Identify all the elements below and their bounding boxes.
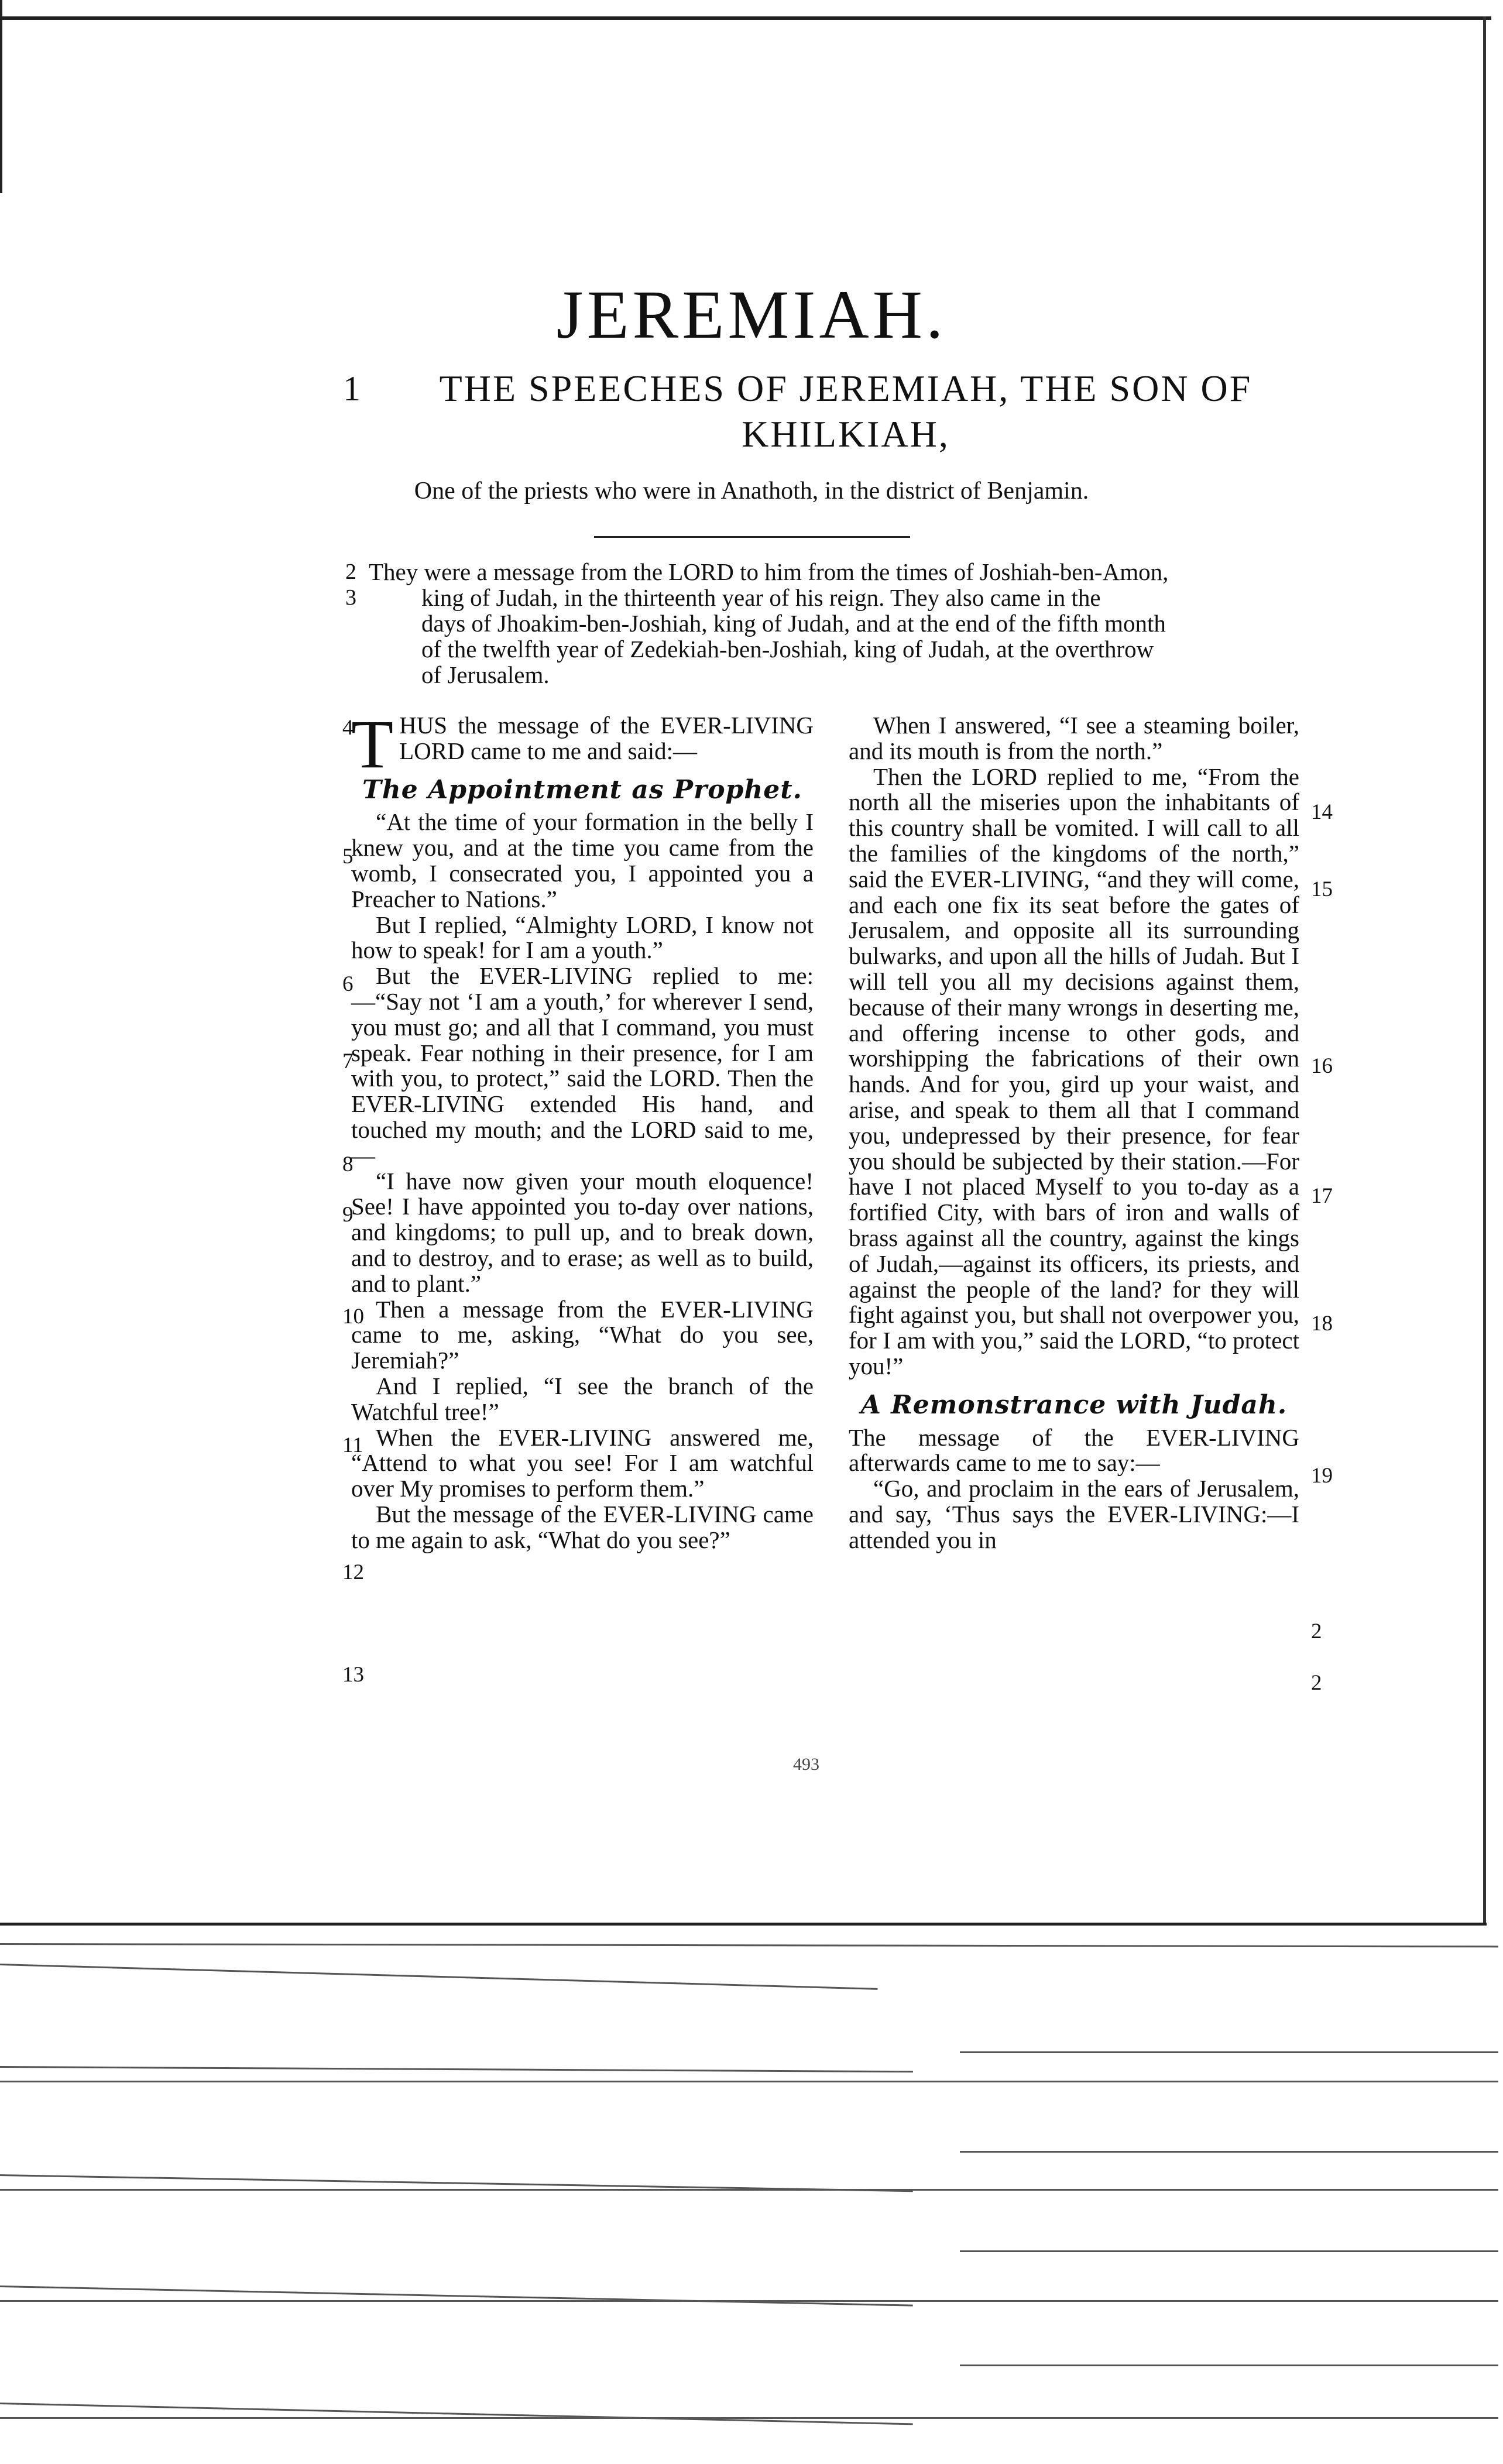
verse-number: 5: [342, 845, 354, 869]
verse-number: 17: [1311, 1184, 1333, 1208]
verse-number: 4: [342, 716, 354, 740]
verse-paragraph: But the message of the EVER-LIVING came to me again to ask, “What do you see?”: [351, 1500, 814, 1553]
scan-streak: [960, 2151, 1498, 2153]
page-border-left: [0, 0, 2, 193]
section-heading: A Remonstrance with Judah.: [860, 1389, 1288, 1420]
intro-line: king of Judah, in the thirteenth year of his reign. They also came in the: [421, 584, 1101, 611]
scan-streak: [0, 2081, 1498, 2082]
verse-number: 13: [342, 1663, 364, 1687]
verse-number: 11: [342, 1433, 363, 1457]
scan-streak: [0, 1964, 877, 1990]
divider-rule: [594, 536, 910, 538]
opening-paragraph: [351, 706, 814, 783]
intro-line: They were a message from the LORD to him from the times of Joshiah-ben-Amon,: [369, 558, 1169, 585]
verse-number: 18: [1311, 1312, 1333, 1336]
verse-number: 16: [1311, 1054, 1333, 1078]
scan-streak: [960, 2250, 1498, 2252]
page-border-bottom: [0, 1923, 1487, 1926]
verse-paragraph: When the EVER-LIVING answered me, “Attend to what you see! For I am watchful over My promises to perform them.”: [351, 1423, 814, 1502]
scan-streak: [960, 2051, 1498, 2053]
verse-number: 19: [1311, 1464, 1333, 1488]
verse-number: 3: [345, 585, 356, 610]
chapter-heading: [345, 366, 1346, 457]
verse-paragraph: Then the LORD replied to me, “From the north all the miseries upon the inhabitants of this country shall be vomited. I will call to all the families of the kingdoms of the north,” said the EVER-LIVING, “and they will come, and each one fix its seat before the gates of Jerusalem, and opposite all its surrounding bulwarks, and upon all the hills of Judah. But I will tell you all my decisions against them, because of their many wrongs in deserting me, and offering incense to other gods, and worshipping the fabrications of their own hands. And for you, gird up your waist, and arise, and speak to them all that I command you, undepressed by their presence, for fear you should be subjected by their station.—For have I not placed Myself to you to-day as a fortified City, with bars of iron and walls of brass against all the country, against the kings of Judah,—against its officers, its priests, and against the people of the land? for they will fight against you, but shall not overpower you, for I am with you,” said the LORD, “to protect you!”: [849, 763, 1299, 1379]
verse-number: 2: [1311, 1619, 1322, 1643]
scan-streak: [0, 2417, 1498, 2419]
intro-line: days of Jhoakim-ben-Joshiah, king of Judah, and at the end of the fifth month: [421, 610, 1166, 637]
verse-paragraph: “I have now given your mouth eloquence! See! I have appointed you to-day over nations, and kingdoms; to pull up, and to break down, and to destroy, and to erase; as well as to build, and to plant.”: [351, 1167, 814, 1297]
right-column: [849, 713, 1299, 1553]
verse-number: 9: [342, 1203, 354, 1227]
scan-streak: [960, 2365, 1498, 2366]
verse-number: 14: [1311, 800, 1333, 824]
page-number: 493: [793, 1755, 819, 1774]
intro-line: of the twelfth year of Zedekiah-ben-Joshiah, king of Judah, at the overthrow: [421, 636, 1154, 663]
intro-line: of Jerusalem.: [421, 661, 550, 688]
chapter-heading-text: THE SPEECHES OF JEREMIAH, THE SON OF KHILKIAH,: [439, 368, 1252, 455]
verse-number: 7: [342, 1049, 354, 1073]
scan-streak: [0, 2403, 913, 2425]
verse-number: 2: [1311, 1671, 1322, 1695]
verse-number: 12: [342, 1560, 364, 1584]
scan-streak: [0, 2285, 913, 2307]
scan-streak: [0, 2066, 913, 2072]
chapter-number: 1: [343, 369, 362, 408]
left-column: [351, 706, 814, 1553]
verse-paragraph: But the EVER-LIVING replied to me:—“Say not ‘I am a youth,’ for wherever I send, you must go; and all that I command, you must speak. Fear nothing in their presence, for I am with you, to protect,” said the LORD. Then the EVER-LIVING extended His hand, and touched my mouth; and the LORD said to me,—: [351, 962, 814, 1169]
verse-paragraph: “At the time of your formation in the belly I knew you, and at the time you came from the womb, I consecrated you, I appointed you a Preacher to Nations.”: [351, 808, 814, 912]
opening-text: HUS the message of the EVER-LIVING LORD came to me and said:—: [399, 712, 814, 764]
verse-paragraph: And I replied, “I see the branch of the Watchful tree!”: [351, 1372, 814, 1425]
scan-streak: [0, 2189, 1498, 2191]
verse-paragraph: “Go, and proclaim in the ears of Jerusalem, and say, ‘Thus says the EVER-LIVING:—I attended you in: [849, 1475, 1299, 1553]
verse-number: 2: [345, 560, 356, 584]
section-heading: The Appointment as Prophet.: [362, 774, 802, 805]
verse-paragraph: Then a message from the EVER-LIVING came to me, asking, “What do you see, Jeremiah?”: [351, 1295, 814, 1374]
book-title: JEREMIAH.: [556, 276, 947, 353]
scan-streak: [0, 1943, 1498, 1947]
verse-paragraph: When I answered, “I see a steaming boiler, and its mouth is from the north.”: [849, 712, 1299, 764]
verse-number: 10: [342, 1305, 364, 1329]
verse-paragraph: But I replied, “Almighty LORD, I know not how to speak! for I am a youth.”: [351, 911, 814, 964]
verse-number: 6: [342, 972, 354, 996]
verse-number: 15: [1311, 877, 1333, 901]
drop-cap: T: [351, 706, 394, 783]
verse-number: 8: [342, 1152, 354, 1176]
chapter-subheading: One of the priests who were in Anathoth, in the district of Benjamin.: [414, 478, 1089, 505]
scan-streak: [0, 2300, 1498, 2302]
intro-paragraph: [345, 559, 1346, 688]
page-border-top: [0, 16, 1491, 20]
verse-paragraph: The message of the EVER-LIVING afterwards came to me to say:—: [849, 1423, 1299, 1477]
